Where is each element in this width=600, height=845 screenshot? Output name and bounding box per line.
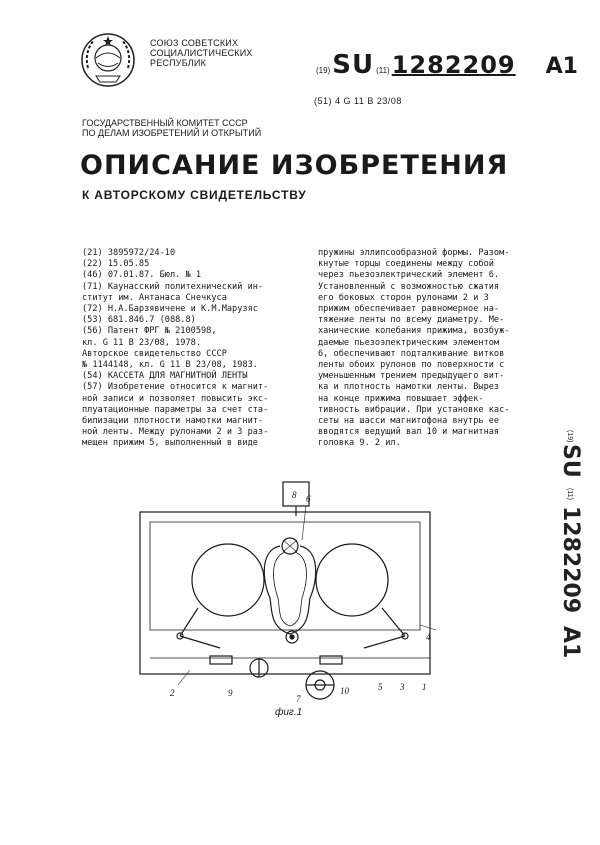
- page-title: ОПИСАНИЕ ИЗОБРЕТЕНИЯ: [80, 150, 509, 181]
- abstract-line: даемые пьезоэлектрическим элементом: [318, 337, 500, 348]
- ussr-emblem-icon: [78, 30, 138, 90]
- bibliographic-data: [82, 248, 322, 450]
- reel-right: [316, 544, 388, 616]
- biblio-line: (72) Н.А.Барзявичене и К.М.Марузяс: [82, 304, 258, 315]
- biblio-line: ной записи и позволяет повысить экс-: [82, 393, 269, 404]
- label-7: 7: [296, 694, 301, 704]
- code-11: (11): [376, 66, 390, 75]
- side-patent-number: [546, 430, 586, 670]
- biblio-line: (46) 07.01.87. Бюл. № 1: [82, 270, 201, 281]
- code-19: (19): [316, 66, 331, 75]
- abstract-line: кнутые торцы соединены между собой: [318, 259, 494, 270]
- cassette-drawing: [120, 480, 440, 720]
- biblio-line: (54) КАССЕТА ДЛЯ МАГНИТНОЙ ЛЕНТЫ: [82, 371, 248, 382]
- biblio-line: (56) Патент ФРГ № 2100598,: [82, 326, 217, 337]
- classification-code: (51) 4 G 11 B 23/08: [314, 96, 402, 106]
- biblio-line: билизации плотности намотки магнит-: [82, 416, 264, 427]
- biblio-line: (22) 15.05.85: [82, 259, 150, 270]
- patent-number: 1282209: [391, 51, 516, 79]
- biblio-line: ститут им. Антанаса Снечкуса: [82, 292, 227, 303]
- biblio-line: кл. G 11 B 23/08, 1978.: [82, 337, 201, 348]
- label-9: 9: [228, 688, 233, 698]
- side-country: SU: [558, 444, 583, 478]
- abstract-line: головка 9. 2 ил.: [318, 438, 401, 449]
- label-3: 3: [400, 682, 405, 692]
- abstract-line: ханические колебания прижима, возбуж-: [318, 326, 510, 337]
- label-10: 10: [340, 686, 349, 696]
- biblio-line: плуатационные параметры за счет ста-: [82, 404, 269, 415]
- side-number: 1282209: [558, 506, 583, 614]
- side-kind: A1: [558, 626, 583, 659]
- label-1: 1: [422, 682, 427, 692]
- country-org-name: СОЮЗ СОВЕТСКИХ СОЦИАЛИСТИЧЕСКИХ РЕСПУБЛИК: [150, 38, 253, 68]
- abstract-continued: [318, 248, 558, 450]
- biblio-line: (57) Изобретение относится к магнит-: [82, 382, 269, 393]
- abstract-line: вводятся ведущий вал 10 и магнитная: [318, 427, 500, 438]
- inner-frame: [150, 522, 420, 630]
- abstract-line: тяжение ленты по всему диаметру. Ме-: [318, 315, 505, 326]
- abstract-line: сеты на шасси магнитофона внутрь ее: [318, 416, 500, 427]
- country-code: SU: [332, 50, 375, 80]
- patent-number-block: [314, 50, 584, 84]
- label-2: 2: [170, 688, 175, 698]
- biblio-line: (71) Каунасский политехнический ин-: [82, 281, 264, 292]
- biblio-line: мещен прижим 5, выполненный в виде: [82, 438, 258, 449]
- biblio-line: (53) 681.846.7 (088.8): [82, 315, 196, 326]
- abstract-line: его боковых сторон рулонами 2 и 3: [318, 292, 489, 303]
- abstract-line: 6, обеспечивают подталкивание витков: [318, 348, 505, 359]
- abstract-line: тивность вибрации. При установке кас-: [318, 404, 510, 415]
- label-6: 6: [306, 494, 311, 504]
- abstract-line: прижим обеспечивает равномерное на-: [318, 304, 500, 315]
- biblio-line: № 1144148, кл. G 11 B 23/08, 1983.: [82, 360, 258, 371]
- biblio-line: ной ленты. Между рулонами 2 и 3 раз-: [82, 427, 269, 438]
- cassette-housing: [140, 512, 430, 674]
- biblio-line: (21) 3895972/24-10: [82, 248, 176, 258]
- abstract-line: ка и плотность намотки ленты. Вырез: [318, 382, 500, 393]
- page-subtitle: К АВТОРСКОМУ СВИДЕТЕЛЬСТВУ: [82, 188, 307, 202]
- doc-kind: A1: [545, 54, 578, 79]
- label-8: 8: [292, 490, 297, 500]
- abstract-line: ленты обоих рулонов по поверхности с: [318, 360, 505, 371]
- abstract-line: через пьезоэлектрический элемент 6.: [318, 270, 500, 281]
- figure-caption: фиг.1: [275, 707, 303, 718]
- abstract-line: уменьшенным трением предыдущего вит-: [318, 371, 505, 382]
- committee-name: ГОСУДАРСТВЕННЫЙ КОМИТЕТ СССР ПО ДЕЛАМ ИЗОБРЕТЕНИЙ И ОТКРЫТИЙ: [82, 118, 262, 138]
- abstract-line: Установленный с возможностью сжатия: [318, 281, 500, 292]
- side-code-19: (19): [566, 430, 573, 443]
- side-code-11: (11): [566, 488, 573, 500]
- abstract-line: пружины эллипсообразной формы. Разом-: [318, 248, 510, 258]
- label-4: 4: [426, 632, 431, 642]
- spring-presser: [264, 546, 315, 634]
- biblio-line: Авторское свидетельство СССР: [82, 348, 227, 359]
- label-5: 5: [378, 682, 383, 692]
- abstract-line: на конце прижима повышает эффек-: [318, 393, 484, 404]
- reel-left: [192, 544, 264, 616]
